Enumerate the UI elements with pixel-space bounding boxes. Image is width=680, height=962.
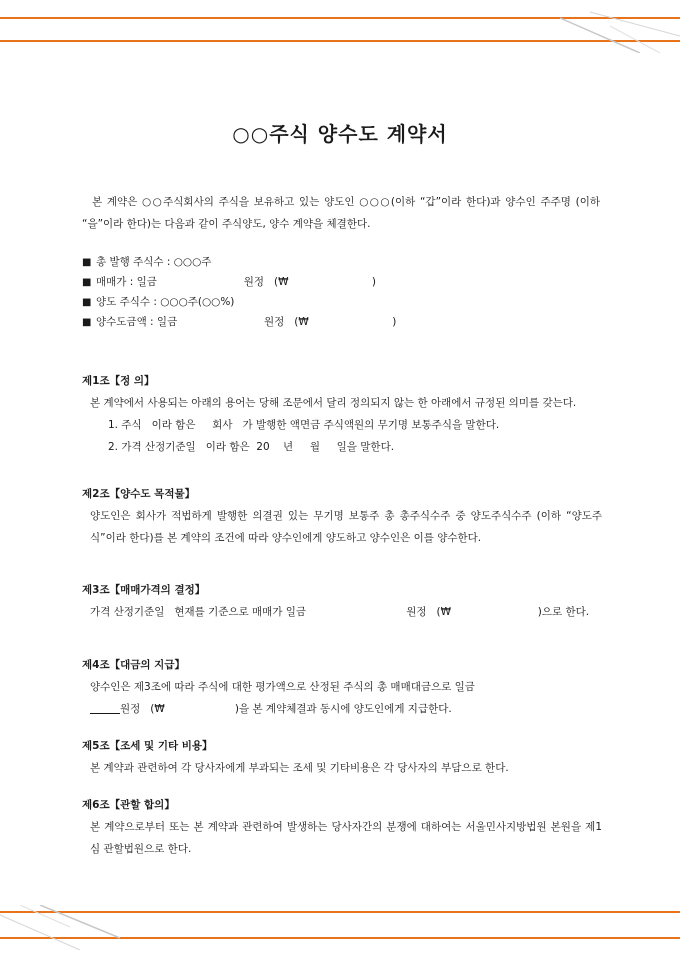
article-heading: 제4조【대금의 지급】	[82, 659, 185, 671]
summary-item: ■ 양도 주식수 : ○○○주(○○%)	[82, 292, 602, 312]
article-heading: 제1조【정 의】	[82, 375, 155, 387]
blank-line	[90, 701, 120, 714]
article-heading: 제2조【양수도 목적물】	[82, 488, 196, 500]
square-bullet-icon: ■	[82, 297, 92, 308]
article-body: 본 계약에서 사용되는 아래의 용어는 당해 조문에서 달리 정의되지 않는 한 아래에서 규정된 의미를 갖는다.	[90, 397, 577, 409]
header-decoration	[0, 8, 680, 53]
article-body: 본 계약으로부터 또는 본 계약과 관련하여 발생하는 당사자간의 분쟁에 대하여는 서울민사지방법원 본원을 제1심 관할법원으로 한다.	[90, 821, 602, 855]
article-heading: 제3조【매매가격의 결정】	[82, 584, 206, 596]
article-body: 가격 산정기준일 현재를 기준으로 매매가 일금 원정 (₩ )으로 한다.	[90, 606, 590, 618]
square-bullet-icon: ■	[82, 277, 92, 288]
footer-decoration	[0, 905, 680, 950]
article-1	[82, 370, 602, 458]
article-6	[82, 794, 602, 860]
article-5	[82, 735, 602, 779]
article-2	[82, 483, 602, 549]
article-heading: 제6조【관할 합의】	[82, 799, 175, 811]
article-body: 양수인은 제3조에 따라 주식에 대한 평가액으로 산정된 주식의 총 매매대금으로 일금	[90, 681, 475, 693]
article-body: 본 계약과 관련하여 각 당사자에게 부과되는 조세 및 기타비용은 각 당사자의 부담으로 한다.	[90, 762, 509, 774]
intro-paragraph: 본 계약은 ○○주식회사의 주식을 보유하고 있는 양도인 ○○○(이하 “갑”이라 한다)과 양수인 주주명 (이하 “을”이라 한다)는 다음과 같이 주식양도, 양수 계약을 체결한다.	[82, 196, 600, 230]
definition-item: 1. 주식 이라 함은 회사 가 발행한 액면금 주식액원의 무기명 보통주식을 말한다.	[108, 419, 500, 431]
summary-item: ■ 양수도금액 : 일금 원정 (₩ )	[82, 312, 602, 332]
summary-item: ■ 총 발행 주식수 : ○○○주	[82, 252, 602, 272]
article-4	[82, 654, 602, 720]
article-body: 양도인은 회사가 적법하게 발행한 의결권 있는 무기명 보통주 총 총주식수주 중 양도주식수주 (이하 “양도주식”이라 한다)를 본 계약의 조건에 따라 양수인에게 양도하고 양수인은 이를 양수한다.	[90, 510, 602, 544]
summary-list	[82, 252, 602, 332]
definition-item: 2. 가격 산정기준일 이라 함은 20 년 월 일을 말한다.	[108, 441, 395, 453]
article-heading: 제5조【조세 및 기타 비용】	[82, 740, 213, 752]
square-bullet-icon: ■	[82, 257, 92, 268]
article-body-continued: 원정 (₩ )을 본 계약체결과 동시에 양도인에게 지급한다.	[90, 698, 602, 720]
article-3	[82, 579, 602, 623]
document-title: ○○주식 양수도 계약서	[232, 122, 448, 146]
square-bullet-icon: ■	[82, 317, 92, 328]
summary-item: ■ 매매가 : 일금 원정 (₩ )	[82, 272, 602, 292]
